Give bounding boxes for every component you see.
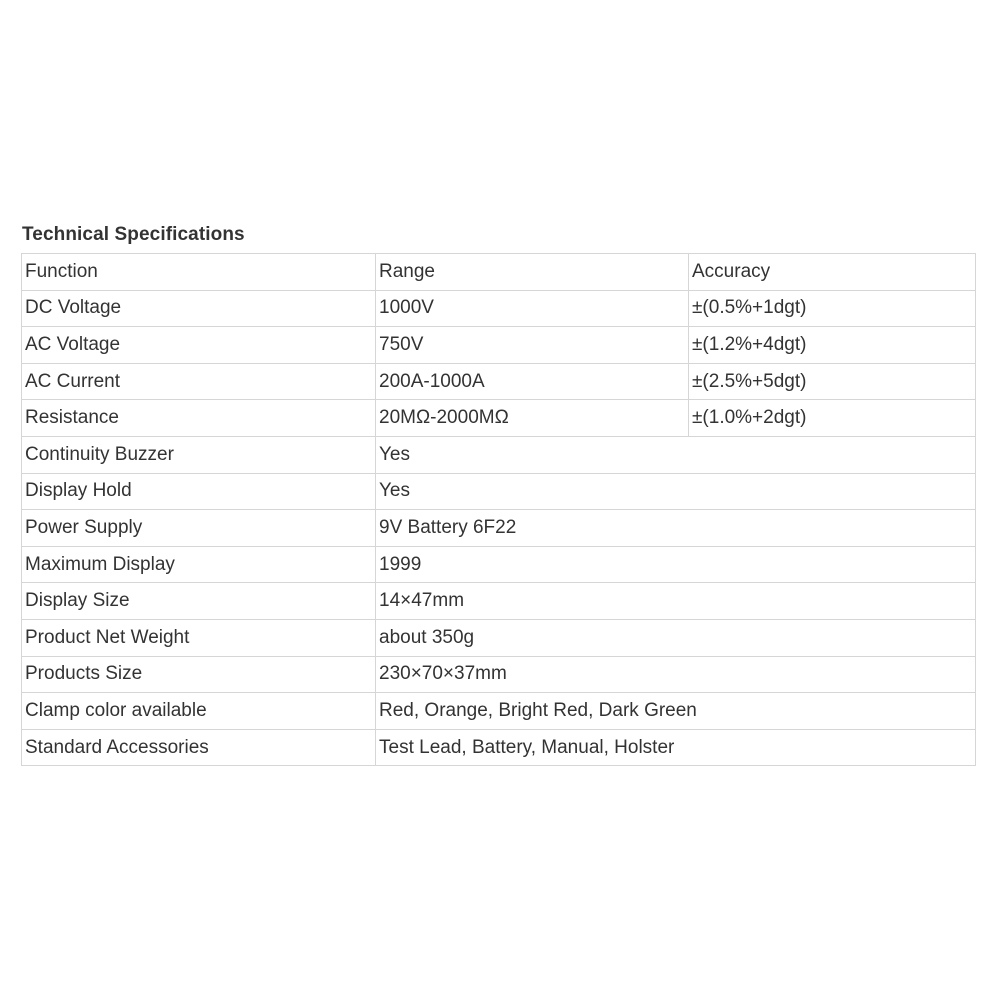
- row-value: Red, Orange, Bright Red, Dark Green: [376, 693, 976, 730]
- row-label: Clamp color available: [22, 693, 376, 730]
- row-range: 1000V: [376, 290, 689, 327]
- row-value: about 350g: [376, 619, 976, 656]
- specifications-table: [21, 253, 976, 766]
- table-row: [22, 546, 976, 583]
- table-row: [22, 656, 976, 693]
- row-range: 750V: [376, 327, 689, 364]
- row-function: AC Voltage: [22, 327, 376, 364]
- row-function: AC Current: [22, 363, 376, 400]
- table-row: [22, 729, 976, 766]
- header-accuracy: Accuracy: [689, 254, 976, 291]
- table-header-row: [22, 254, 976, 291]
- header-range: Range: [376, 254, 689, 291]
- row-range: 200A-1000A: [376, 363, 689, 400]
- row-value: 230×70×37mm: [376, 656, 976, 693]
- table-row: [22, 693, 976, 730]
- table-row: [22, 363, 976, 400]
- row-range: 20MΩ-2000MΩ: [376, 400, 689, 437]
- row-accuracy: ±(1.0%+2dgt): [689, 400, 976, 437]
- row-label: Display Size: [22, 583, 376, 620]
- table-row: [22, 290, 976, 327]
- table-row: [22, 583, 976, 620]
- row-label: Product Net Weight: [22, 619, 376, 656]
- row-label: Products Size: [22, 656, 376, 693]
- row-label: Power Supply: [22, 510, 376, 547]
- table-row: [22, 327, 976, 364]
- row-accuracy: ±(1.2%+4dgt): [689, 327, 976, 364]
- table-row: [22, 400, 976, 437]
- row-value: 1999: [376, 546, 976, 583]
- row-value: Yes: [376, 473, 976, 510]
- row-value: Test Lead, Battery, Manual, Holster: [376, 729, 976, 766]
- row-accuracy: ±(0.5%+1dgt): [689, 290, 976, 327]
- row-value: 14×47mm: [376, 583, 976, 620]
- table-row: [22, 436, 976, 473]
- row-function: Resistance: [22, 400, 376, 437]
- row-function: DC Voltage: [22, 290, 376, 327]
- row-label: Display Hold: [22, 473, 376, 510]
- table-row: [22, 510, 976, 547]
- header-function: Function: [22, 254, 376, 291]
- specifications-title: Technical Specifications: [22, 224, 245, 245]
- row-label: Standard Accessories: [22, 729, 376, 766]
- table-row: [22, 619, 976, 656]
- row-label: Continuity Buzzer: [22, 436, 376, 473]
- row-value: Yes: [376, 436, 976, 473]
- row-label: Maximum Display: [22, 546, 376, 583]
- row-value: 9V Battery 6F22: [376, 510, 976, 547]
- row-accuracy: ±(2.5%+5dgt): [689, 363, 976, 400]
- table-row: [22, 473, 976, 510]
